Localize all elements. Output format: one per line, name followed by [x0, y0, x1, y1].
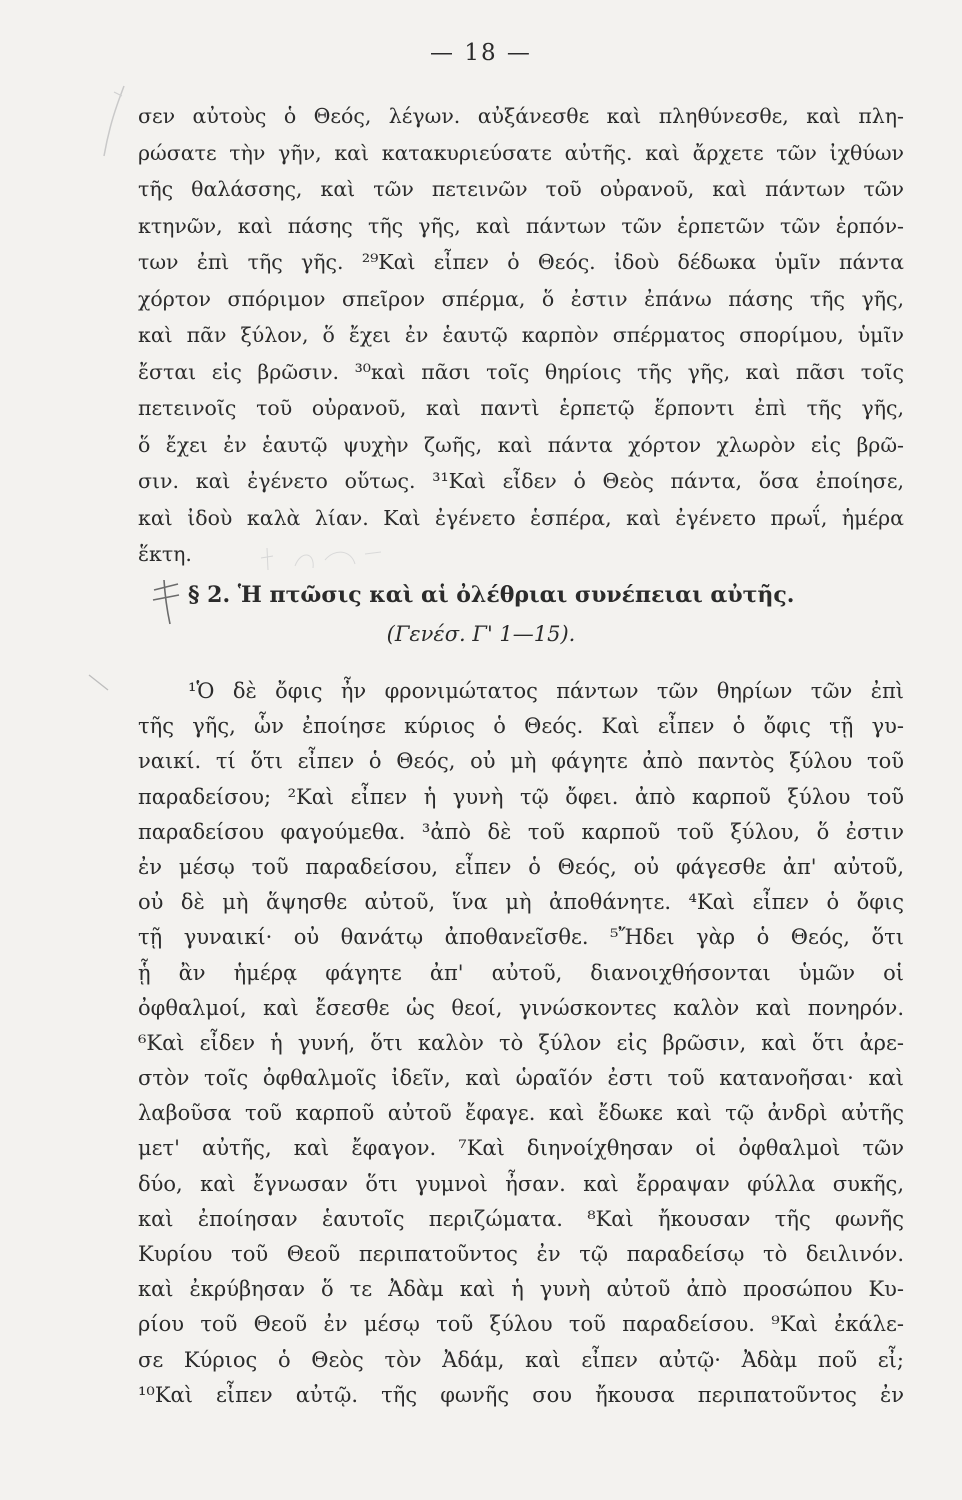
text-line: κτηνῶν, καὶ πάσης τῆς γῆς, καὶ πάντων τῶν ἑρπετῶν τῶν ἑρπόν- [138, 213, 904, 238]
text-line: δύο, καὶ ἔγνωσαν ὅτι γυμνοὶ ἦσαν. καὶ ἔρραψαν φύλλα συκῆς, [138, 1171, 904, 1196]
text-line: καὶ ἰδοὺ καλὰ λίαν. Καὶ ἐγένετο ἑσπέρα, καὶ ἐγένετο πρωΐ, ἡμέρα [138, 505, 904, 530]
text-line: στὸν τοῖς ὀφθαλμοῖς ἰδεῖν, καὶ ὡραῖόν ἐστι τοῦ κατανοῆσαι· καὶ [138, 1066, 904, 1091]
pencil-mark-heading-left [148, 578, 184, 628]
text-line: καὶ πᾶν ξύλον, ὅ ἔχει ἐν ἑαυτῷ καρπὸν σπέρματος σπορίμου, ὑμῖν [138, 323, 904, 347]
text-line: ἕκτη. [138, 542, 192, 566]
text-line: ναικί. τί ὅτι εἶπεν ὁ Θεός, οὐ μὴ φάγητε ἀπὸ παντὸς ξύλου τοῦ [138, 749, 904, 774]
paragraph-genesis-3 [138, 674, 904, 1413]
text-line: σε Κύριος ὁ Θεὸς τὸν Ἀδάμ, καὶ εἶπεν αὐτῷ· Ἀδὰμ ποῦ εἶ; [138, 1347, 904, 1372]
text-line: των ἐπὶ τῆς γῆς. ²⁹Καὶ εἶπεν ὁ Θεός. ἰδοὺ δέδωκα ὑμῖν πάντα [138, 250, 904, 274]
text-line: ¹⁰Καὶ εἶπεν αὐτῷ. τῆς φωνῆς σου ἤκουσα περιπατοῦντος ἐν [138, 1382, 904, 1407]
text-line: ὀφθαλμοί, καὶ ἔσεσθε ὡς θεοί, γινώσκοντες καλὸν καὶ πονηρόν. [138, 995, 904, 1020]
text-line: πετεινοῖς τοῦ οὐρανοῦ, καὶ παντὶ ἑρπετῷ ἕρποντι ἐπὶ τῆς γῆς, [138, 396, 904, 420]
text-line: τῆς γῆς, ὧν ἐποίησε κύριος ὁ Θεός. Καὶ εἶπεν ὁ ὄφις τῇ γυ- [138, 714, 904, 739]
text-line: ρίου τοῦ Θεοῦ ἐν μέσῳ τοῦ ξύλου τοῦ παραδείσου. ⁹Καὶ ἐκάλε- [138, 1312, 904, 1337]
text-line: ἐν μέσῳ τοῦ παραδείσου, εἶπεν ὁ Θεός, οὐ φάγεσθε ἀπ' αὐτοῦ, [138, 854, 904, 879]
pencil-mark-top-left [100, 82, 130, 162]
text-line: τῇ γυναικί· οὐ θανάτῳ ἀποθανεῖσθε. ⁵Ἤδει γὰρ ὁ Θεός, ὅτι [138, 925, 904, 950]
text-line: σεν αὐτοὺς ὁ Θεός, λέγων. αὐξάνεσθε καὶ πληθύνεσθε, καὶ πλη- [138, 104, 904, 128]
text-line: παραδείσου φαγούμεθα. ³ἀπὸ δὲ τοῦ καρποῦ τοῦ ξύλου, ὅ ἐστιν [138, 819, 904, 844]
section-heading: § 2. Ἡ πτῶσις καὶ αἱ ὀλέθριαι συνέπειαι αὐτῆς. [188, 582, 795, 608]
text-line: ¹Ὁ δὲ ὄφις ἦν φρονιμώτατος πάντων τῶν θηρίων τῶν ἐπὶ [188, 679, 904, 703]
section-reference: (Γενέσ. Γ' 1—15). [386, 622, 576, 646]
pencil-mark-left-tick [86, 672, 112, 694]
text-line: οὐ δὲ μὴ ἅψησθε αὐτοῦ, ἵνα μὴ ἀποθάνητε. ⁴Καὶ εἶπεν ὁ ὄφις [138, 890, 904, 915]
text-line: τῆς θαλάσσης, καὶ τῶν πετεινῶν τοῦ οὐρανοῦ, καὶ πάντων τῶν [138, 177, 904, 201]
text-line: ᾗ ἂν ἡμέρᾳ φάγητε ἀπ' αὐτοῦ, διανοιχθήσονται ὑμῶν οἱ [138, 960, 904, 985]
text-line: Κυρίου τοῦ Θεοῦ περιπατοῦντος ἐν τῷ παραδείσῳ τὸ δειλινόν. [138, 1242, 904, 1266]
paragraph-genesis-1-end [138, 98, 904, 573]
text-line: λαβοῦσα τοῦ καρποῦ αὐτοῦ ἔφαγε. καὶ ἔδωκε καὶ τῷ ἀνδρὶ αὐτῆς [138, 1101, 904, 1126]
text-line: ρώσατε τὴν γῆν, καὶ κατακυριεύσατε αὐτῆς. καὶ ἄρχετε τῶν ἰχθύων [138, 140, 904, 165]
text-line: ὅ ἔχει ἐν ἑαυτῷ ψυχὴν ζωῆς, καὶ πάντα χόρτον χλωρὸν εἰς βρῶ- [138, 432, 904, 457]
text-line: ἔσται εἰς βρῶσιν. ³⁰καὶ πᾶσι τοῖς θηρίοις τῆς γῆς, καὶ πᾶσι τοῖς [138, 359, 904, 384]
text-line: ⁶Καὶ εἶδεν ἡ γυνή, ὅτι καλὸν τὸ ξύλον εἰς βρῶσιν, καὶ ὅτι ἀρε- [138, 1030, 904, 1055]
text-line: καὶ ἐκρύβησαν ὅ τε Ἀδὰμ καὶ ἡ γυνὴ αὐτοῦ ἀπὸ προσώπου Κυ- [138, 1277, 904, 1302]
text-line: παραδείσου; ²Καὶ εἶπεν ἡ γυνὴ τῷ ὄφει. ἀπὸ καρποῦ ξύλου τοῦ [138, 784, 904, 809]
page-number: — 18 — [430, 40, 532, 66]
text-line: σιν. καὶ ἐγένετο οὕτως. ³¹Καὶ εἶδεν ὁ Θεὸς πάντα, ὅσα ἐποίησε, [138, 469, 904, 493]
text-line: καὶ ἐποίησαν ἑαυτοῖς περιζώματα. ⁸Καὶ ἤκουσαν τῆς φωνῆς [138, 1206, 904, 1231]
text-line: μετ' αὐτῆς, καὶ ἔφαγον. ⁷Καὶ διηνοίχθησαν οἱ ὀφθαλμοὶ τῶν [138, 1136, 904, 1161]
text-line: χόρτον σπόριμον σπεῖρον σπέρμα, ὅ ἐστιν ἐπάνω πάσης τῆς γῆς, [138, 286, 904, 311]
